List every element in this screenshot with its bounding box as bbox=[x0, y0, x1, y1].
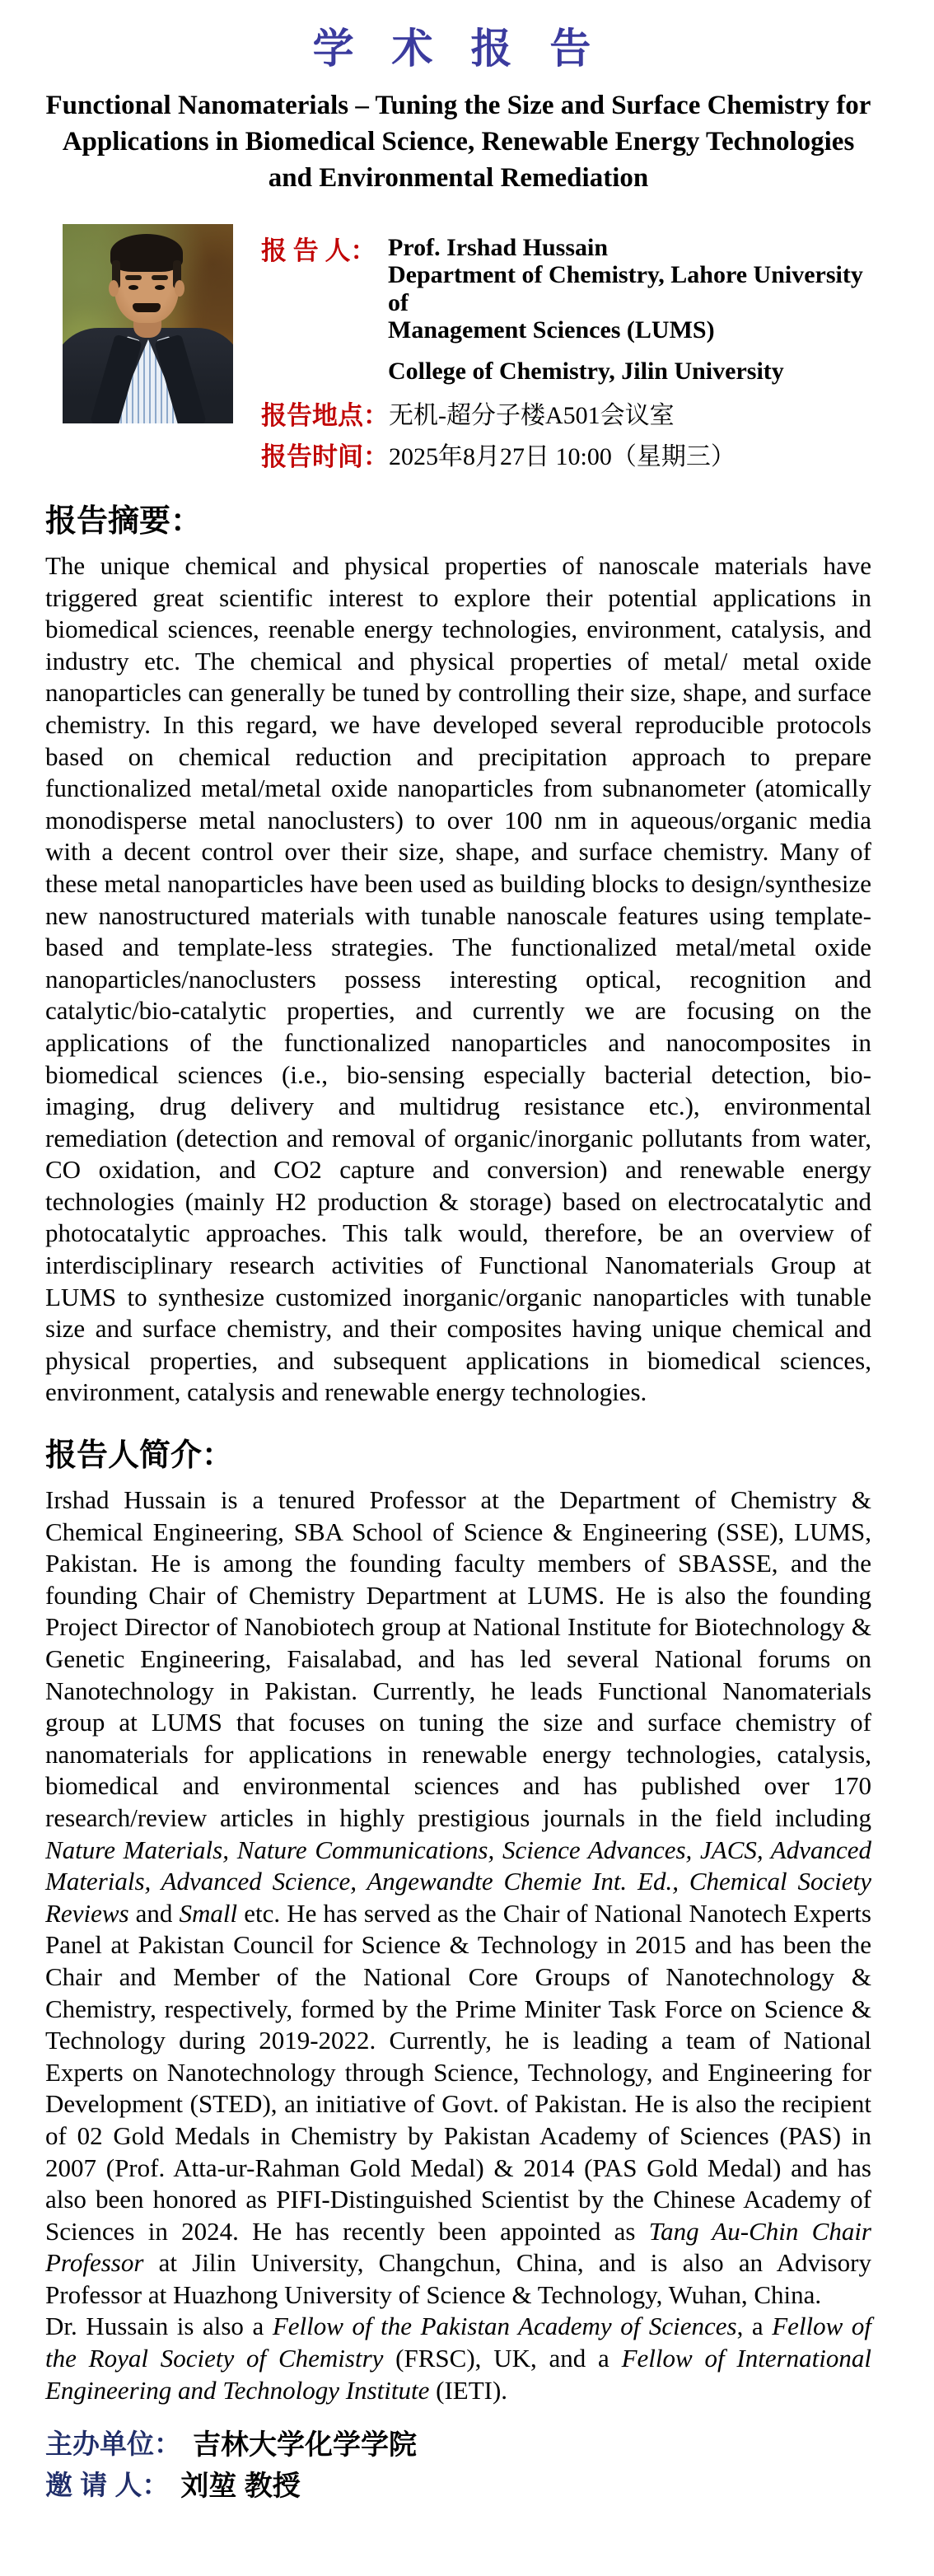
bio-text: etc. He has served as the Chair of National Nanotech Experts Panel at Pakistan Council for Science & Technology in 2015 and has been the Chair and Member of the National Core Groups of Nanotechnology & Chemistry, respectively, formed by the Prime Miniter Task Force on Science & Technology during 2019-2022. Currently, he is leading a team of National Experts on Nanotechnology through Science, Technology, and Engineering for Development (STED), an initiative of Govt. of Pakistan. He is also the recipient of 02 Gold Medals in Chemistry by Pakistan Academy of Sciences (PAS) in 2007 (Prof. Atta-ur-Rahman Gold Medal) & 2014 (PAS Gold Medal) and has also been honored as PIFI-Distinguished Scientist by the Chinese Academy of Sciences in 2024. He has recently been appointed as bbox=[45, 1898, 871, 2246]
footer bbox=[45, 2421, 871, 2504]
location-label: 报告地点： bbox=[261, 400, 389, 430]
inviter-row bbox=[45, 2462, 871, 2504]
inviter-value: 刘堃 教授 bbox=[180, 2470, 301, 2502]
speaker-affiliation-row bbox=[261, 261, 871, 316]
bio-paragraph-2 bbox=[45, 2311, 871, 2406]
abstract-paragraph: The unique chemical and physical properties of nanoscale materials have triggered great scientific interest to explore their potential applications in biomedical sciences, reenable energy technologies, environment, catalysis, and industry etc. The chemical and physical properties of metal/ metal oxide nanoparticles can generally be tuned by controlling their size, shape, and surface chemistry. In this regard, we have developed several reproducible protocols based on chemical reduction and precipitation approach to prepare functionalized metal/metal oxide nanoparticles from subnanometer (atomically monodisperse metal nanoclusters) to over 100 nm in aqueous/organic media with a decent control over their size, shape, and surface chemistry. Many of these metal nanoparticles have been used as building blocks to design/synthesize new nanostructured materials with tunable nanoscale features using template-based and template-less strategies. The functionalized metal/metal oxide nanoparticles/nanoclusters possess interesting optical, recognition and catalytic/bio-catalytic properties, and currently we are focusing on the applications of the functionalized nanoparticles and nanocomposites in biomedical sciences (i.e., bio-sensing especially bacterial detection, bio-imaging, drug delivery and multidrug resistance etc.), environmental remediation (detection and removal of organic/inorganic pollutants from water, CO oxidation, and CO2 capture and conversion) and renewable energy technologies (mainly H2 production & storage) based on electrocatalytic and photocatalytic approaches. This talk would, therefore, be an overview of interdisciplinary research activities of Functional Nanomaterials Group at LUMS to synthesize customized inorganic/organic nanoparticles with tunable size and surface chemistry, and their composites having unique chemical and physical properties, and subsequent applications in biomedical sciences, environment, catalysis and renewable energy technologies. bbox=[45, 551, 871, 1407]
speaker-affiliation-row bbox=[261, 351, 871, 392]
bio-text: Dr. Hussain is also a bbox=[45, 2312, 273, 2341]
bio-text: Irshad Hussain is a tenured Professor at the Department of Chemistry & Chemical Engineering, SBA School of Science & Engineering (SSE), LUMS, Pakistan. He is among the founding faculty members of SBASSE, and the founding Chair of Chemistry Department at LUMS. He is also the founding Project Director of Nanobiotech group at National Institute for Biotechnology & Genetic Engineering, Faisalabad, and has led several National forums on Nanotechnology in Pakistan. Currently, he leads Functional Nanomaterials group at LUMS that focuses on tuning the size and surface chemistry of nanomaterials for applications in renewable energy technologies, catalysis, biomedical and environmental sciences and has published over 170 research/review articles in highly prestigious journals in the field including bbox=[45, 1485, 871, 1832]
photo-mustache bbox=[133, 303, 161, 312]
bio-text: , a bbox=[736, 2312, 773, 2341]
photo-hair bbox=[110, 234, 183, 272]
photo-eye bbox=[128, 285, 138, 290]
photo-eye bbox=[155, 285, 165, 290]
bio-fellowship: Fellow of International Engineering and Technology Institute bbox=[45, 2344, 871, 2405]
photo-ear bbox=[109, 280, 119, 297]
speaker-section bbox=[45, 222, 871, 475]
inviter-label: 邀 请 人： bbox=[45, 2469, 170, 2500]
bio-text: and bbox=[128, 1898, 180, 1928]
bio-journal-names: Nature Materials, Nature Communications, Science Advances, JACS, Advanced Materials, Advanced Science, Angewandte Chemie Int. Ed., Chemical Society Reviews bbox=[45, 1835, 871, 1928]
time-label: 报告时间： bbox=[261, 442, 389, 471]
speaker-label: 报 告 人： bbox=[261, 236, 376, 265]
speaker-affiliation-line: Department of Chemistry, Lahore University of bbox=[388, 261, 863, 316]
seminar-time-row bbox=[261, 433, 871, 475]
abstract-heading: 报告摘要： bbox=[45, 504, 203, 539]
bio-chair-title: Tang Au-Chin Chair Professor bbox=[45, 2216, 871, 2278]
bio-text: at Jilin University, Changchun, China, and is also an Advisory Professor at Huazhong University of Science & Technology, Wuhan, China. bbox=[45, 2248, 871, 2309]
seminar-poster bbox=[0, 23, 934, 2504]
seminar-time: 2025年8月27日 10:00（星期三） bbox=[389, 443, 736, 470]
talk-title-line-3: and Environmental Remediation bbox=[268, 163, 649, 193]
bio-paragraph-1 bbox=[45, 1484, 871, 2311]
speaker-info bbox=[261, 222, 871, 475]
photo-eyebrow bbox=[125, 275, 142, 280]
photo-ear bbox=[175, 280, 184, 297]
host-label: 主办单位： bbox=[45, 2428, 181, 2459]
bio-heading: 报告人简介： bbox=[45, 1438, 234, 1474]
bio-text: (IETI). bbox=[429, 2375, 508, 2405]
page-title-chinese: 学 术 报 告 bbox=[312, 26, 605, 72]
speaker-name: Prof. Irshad Hussain bbox=[388, 234, 609, 261]
talk-title-line-1: Functional Nanomaterials – Tuning the Size and Surface Chemistry for bbox=[45, 91, 871, 120]
bio-fellowship: Fellow of the Pakistan Academy of Sciences bbox=[272, 2312, 737, 2341]
host-value: 吉林大学化学学院 bbox=[193, 2429, 417, 2461]
host-row bbox=[45, 2421, 871, 2462]
bio-journal-names: Small bbox=[179, 1898, 238, 1928]
bio-text: (FRSC), UK, and a bbox=[383, 2344, 622, 2373]
talk-title bbox=[45, 87, 871, 196]
speaker-affiliation-line: Management Sciences (LUMS) bbox=[388, 316, 715, 344]
speaker-affiliation-line: College of Chemistry, Jilin University bbox=[388, 358, 784, 385]
talk-title-line-2: Applications in Biomedical Science, Renewable Energy Technologies bbox=[62, 127, 855, 157]
seminar-location: 无机-超分子楼A501会议室 bbox=[389, 402, 675, 429]
speaker-photo bbox=[63, 224, 233, 423]
bio-fellowship: Fellow of the Royal Society of Chemistry bbox=[45, 2312, 872, 2373]
seminar-location-row bbox=[261, 392, 871, 433]
photo-eyebrow bbox=[152, 275, 168, 280]
